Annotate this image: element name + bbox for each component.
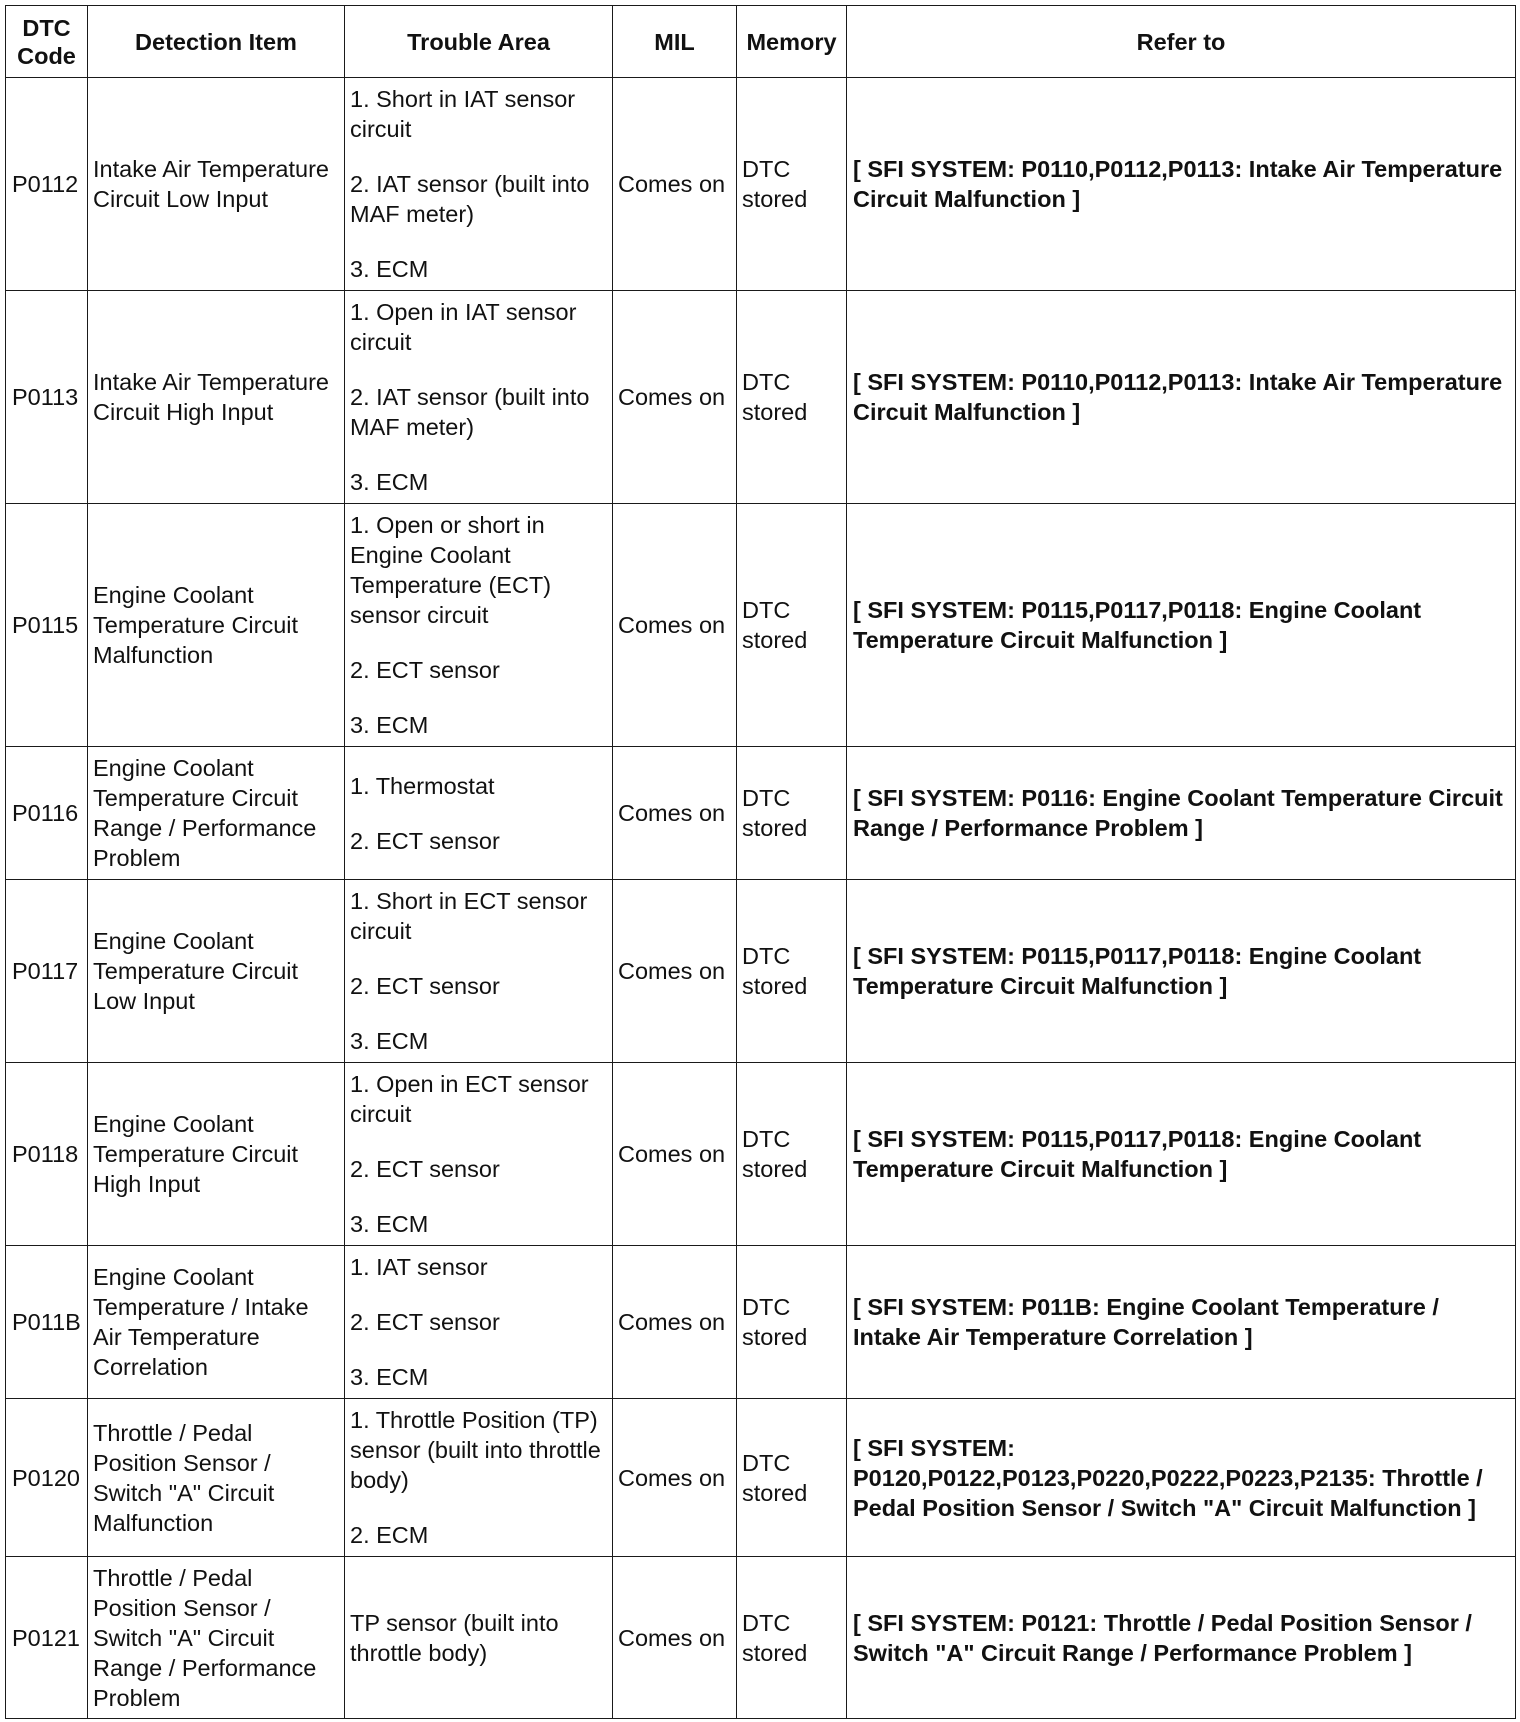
trouble-area-item: 1. Thermostat xyxy=(350,772,495,799)
trouble-area-cell xyxy=(345,747,613,880)
trouble-area-cell xyxy=(345,1399,613,1557)
refer-to-cell: [ SFI SYSTEM: P0110,P0112,P0113: Intake Air Temperature Circuit Malfunction ] xyxy=(847,291,1516,504)
table-row xyxy=(6,1246,1516,1399)
header-refer-to: Refer to xyxy=(847,6,1516,78)
dtc-code-cell: P0117 xyxy=(6,880,88,1063)
trouble-area-item: 2. ECT sensor xyxy=(350,973,500,999)
detection-item-cell: Engine Coolant Temperature / Intake Air Temperature Correlation xyxy=(88,1246,345,1399)
header-row xyxy=(6,6,1516,78)
table-row xyxy=(6,1557,1516,1719)
header-mil: MIL xyxy=(613,6,737,78)
dtc-code-cell: P0116 xyxy=(6,747,88,880)
memory-cell: DTC stored xyxy=(737,1557,847,1719)
memory-cell: DTC stored xyxy=(737,880,847,1063)
header-detection-item: Detection Item xyxy=(88,6,345,78)
detection-item-cell: Intake Air Temperature Circuit High Input xyxy=(88,291,345,504)
mil-cell: Comes on xyxy=(613,291,737,504)
table-row xyxy=(6,78,1516,291)
trouble-area-item: 2. ECT sensor xyxy=(350,827,500,854)
trouble-area-cell xyxy=(345,78,613,291)
memory-cell: DTC stored xyxy=(737,747,847,880)
mil-cell: Comes on xyxy=(613,1557,737,1719)
trouble-area-item: 2. ECT sensor xyxy=(350,1156,500,1182)
table-body xyxy=(6,78,1516,1719)
dtc-code-cell: P0121 xyxy=(6,1557,88,1719)
detection-item-cell: Engine Coolant Temperature Circuit Malfunction xyxy=(88,504,345,747)
memory-cell: DTC stored xyxy=(737,1246,847,1399)
trouble-area-item: 3. ECM xyxy=(350,256,429,282)
trouble-area-item: 1. IAT sensor xyxy=(350,1254,488,1280)
trouble-area-item: 1. Throttle Position (TP) sensor (built into throttle body) xyxy=(350,1407,601,1493)
detection-item-cell: Throttle / Pedal Position Sensor / Switch "A" Circuit Malfunction xyxy=(88,1399,345,1557)
memory-cell: DTC stored xyxy=(737,291,847,504)
trouble-area-item: 2. IAT sensor (built into MAF meter) xyxy=(350,384,590,440)
table-row xyxy=(6,880,1516,1063)
header-trouble-area: Trouble Area xyxy=(345,6,613,78)
dtc-code-cell: P0112 xyxy=(6,78,88,291)
trouble-area-cell xyxy=(345,291,613,504)
dtc-code-cell: P0120 xyxy=(6,1399,88,1557)
dtc-code-cell: P011B xyxy=(6,1246,88,1399)
detection-item-cell: Engine Coolant Temperature Circuit High Input xyxy=(88,1063,345,1246)
header-dtc-code: DTC Code xyxy=(6,6,88,78)
detection-item-cell: Throttle / Pedal Position Sensor / Switch "A" Circuit Range / Performance Problem xyxy=(88,1557,345,1719)
trouble-area-item: 3. ECM xyxy=(350,1364,429,1390)
refer-to-cell: [ SFI SYSTEM: P0115,P0117,P0118: Engine Coolant Temperature Circuit Malfunction ] xyxy=(847,504,1516,747)
table-header xyxy=(6,6,1516,78)
dtc-code-cell: P0113 xyxy=(6,291,88,504)
detection-item-cell: Engine Coolant Temperature Circuit Range / Performance Problem xyxy=(88,747,345,880)
refer-to-cell: [ SFI SYSTEM: P0115,P0117,P0118: Engine Coolant Temperature Circuit Malfunction ] xyxy=(847,880,1516,1063)
trouble-area-cell xyxy=(345,504,613,747)
trouble-area-item: 1. Short in ECT sensor circuit xyxy=(350,888,588,944)
trouble-area-item: 2. ECT sensor xyxy=(350,657,500,683)
trouble-area-item: 1. Open in IAT sensor circuit xyxy=(350,299,577,355)
mil-cell: Comes on xyxy=(613,78,737,291)
trouble-area-item: 3. ECM xyxy=(350,712,429,738)
trouble-area-cell xyxy=(345,1557,613,1719)
mil-cell: Comes on xyxy=(613,1063,737,1246)
memory-cell: DTC stored xyxy=(737,504,847,747)
mil-cell: Comes on xyxy=(613,1399,737,1557)
table-row xyxy=(6,1063,1516,1246)
mil-cell: Comes on xyxy=(613,504,737,747)
trouble-area-item: 1. Open in ECT sensor circuit xyxy=(350,1071,589,1127)
trouble-area-cell xyxy=(345,1246,613,1399)
memory-cell: DTC stored xyxy=(737,1399,847,1557)
trouble-area-item: 1. Short in IAT sensor circuit xyxy=(350,86,576,142)
refer-to-cell: [ SFI SYSTEM: P011B: Engine Coolant Temperature / Intake Air Temperature Correlation ] xyxy=(847,1246,1516,1399)
trouble-area-item: 2. IAT sensor (built into MAF meter) xyxy=(350,171,590,227)
table-row xyxy=(6,504,1516,747)
mil-cell: Comes on xyxy=(613,880,737,1063)
table-row xyxy=(6,1399,1516,1557)
trouble-area-item: 2. ECT sensor xyxy=(350,1309,500,1335)
trouble-area-item: TP sensor (built into throttle body) xyxy=(350,1609,559,1666)
refer-to-cell: [ SFI SYSTEM: P0115,P0117,P0118: Engine Coolant Temperature Circuit Malfunction ] xyxy=(847,1063,1516,1246)
dtc-table xyxy=(5,5,1516,1719)
refer-to-cell: [ SFI SYSTEM: P0121: Throttle / Pedal Position Sensor / Switch "A" Circuit Range / Performance Problem ] xyxy=(847,1557,1516,1719)
table-row xyxy=(6,747,1516,880)
trouble-area-item: 1. Open or short in Engine Coolant Temperature (ECT) sensor circuit xyxy=(350,512,552,628)
trouble-area-item: 3. ECM xyxy=(350,1211,429,1237)
dtc-code-cell: P0118 xyxy=(6,1063,88,1246)
memory-cell: DTC stored xyxy=(737,78,847,291)
refer-to-cell: [ SFI SYSTEM: P0120,P0122,P0123,P0220,P0222,P0223,P2135: Throttle / Pedal Position Sensor / Switch "A" Circuit Malfunction ] xyxy=(847,1399,1516,1557)
refer-to-cell: [ SFI SYSTEM: P0116: Engine Coolant Temperature Circuit Range / Performance Problem ] xyxy=(847,747,1516,880)
detection-item-cell: Engine Coolant Temperature Circuit Low Input xyxy=(88,880,345,1063)
trouble-area-item: 2. ECM xyxy=(350,1522,429,1548)
table-row xyxy=(6,291,1516,504)
trouble-area-item: 3. ECM xyxy=(350,469,429,495)
header-memory: Memory xyxy=(737,6,847,78)
detection-item-cell: Intake Air Temperature Circuit Low Input xyxy=(88,78,345,291)
mil-cell: Comes on xyxy=(613,1246,737,1399)
refer-to-cell: [ SFI SYSTEM: P0110,P0112,P0113: Intake Air Temperature Circuit Malfunction ] xyxy=(847,78,1516,291)
trouble-area-item: 3. ECM xyxy=(350,1028,429,1054)
memory-cell: DTC stored xyxy=(737,1063,847,1246)
dtc-code-cell: P0115 xyxy=(6,504,88,747)
mil-cell: Comes on xyxy=(613,747,737,880)
trouble-area-cell xyxy=(345,880,613,1063)
trouble-area-cell xyxy=(345,1063,613,1246)
